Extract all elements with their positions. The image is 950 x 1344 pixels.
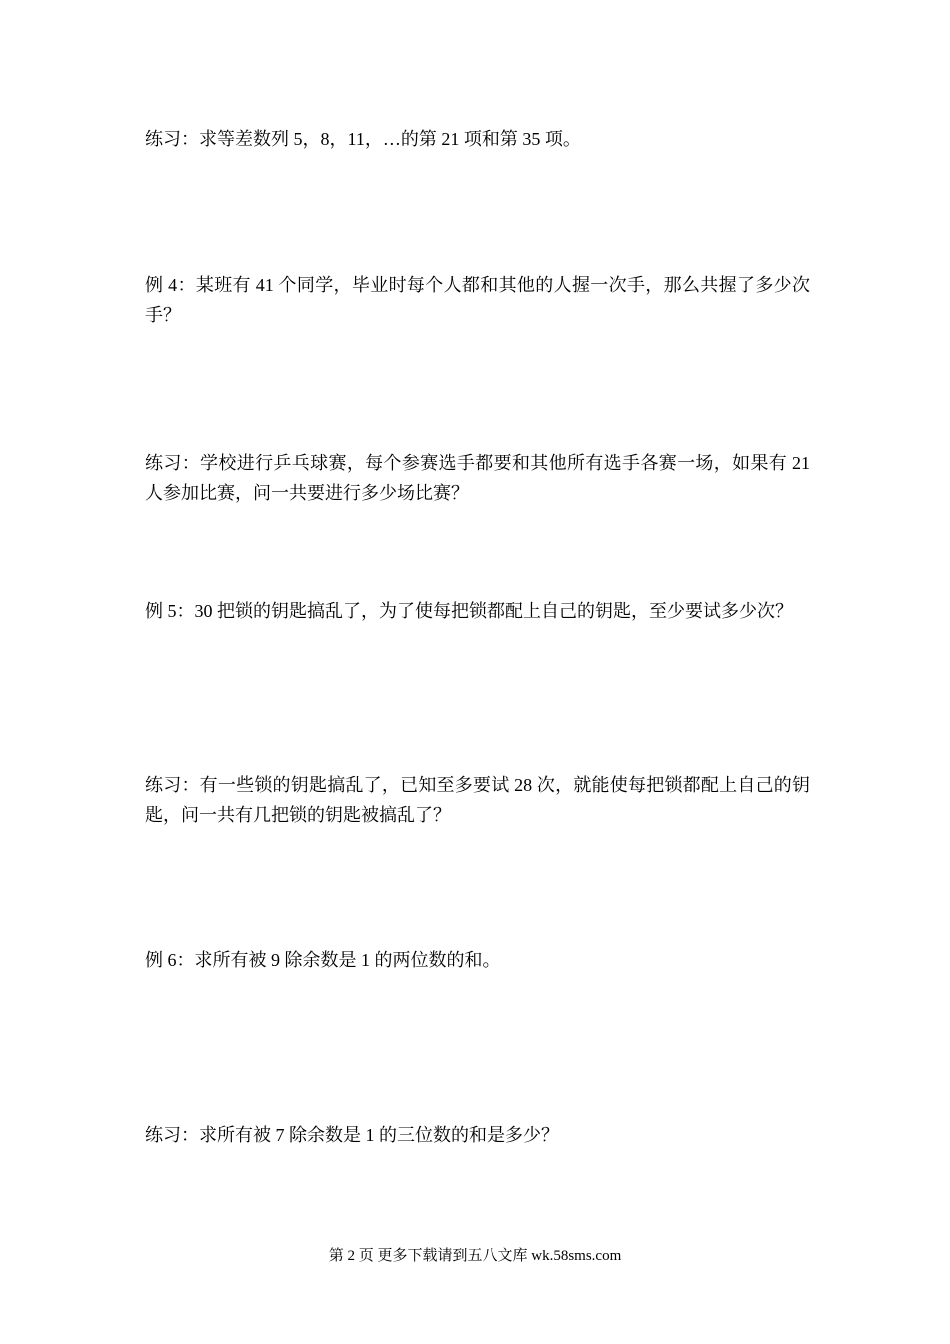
example-6-paragraph: 例 6：求所有被 9 除余数是 1 的两位数的和。 — [145, 950, 501, 970]
page-footer: 第 2 页 更多下载请到五八文库 wk.58sms.com — [328, 1248, 622, 1264]
exercise-paragraph: 练习：有一些锁的钥匙搞乱了，已知至多要试 28 次，就能使每把锁都配上自己的钥匙，问一共有几把锁的钥匙被搞乱了？ — [145, 775, 810, 825]
exercise-paragraph: 练习：求所有被 7 除余数是 1 的三位数的和是多少？ — [145, 1125, 559, 1145]
example-4-paragraph: 例 4：某班有 41 个同学，毕业时每个人都和其他的人握一次手，那么共握了多少次手？ — [145, 275, 810, 325]
example-5-paragraph: 例 5：30 把锁的钥匙搞乱了，为了使每把锁都配上自己的钥匙，至少要试多少次？ — [145, 601, 793, 621]
exercise-paragraph: 练习：求等差数列 5，8，11，…的第 21 项和第 35 项。 — [145, 129, 581, 149]
exercise-paragraph: 练习：学校进行乒乓球赛，每个参赛选手都要和其他所有选手各赛一场，如果有 21 人参加比赛，问一共要进行多少场比赛？ — [145, 453, 810, 503]
